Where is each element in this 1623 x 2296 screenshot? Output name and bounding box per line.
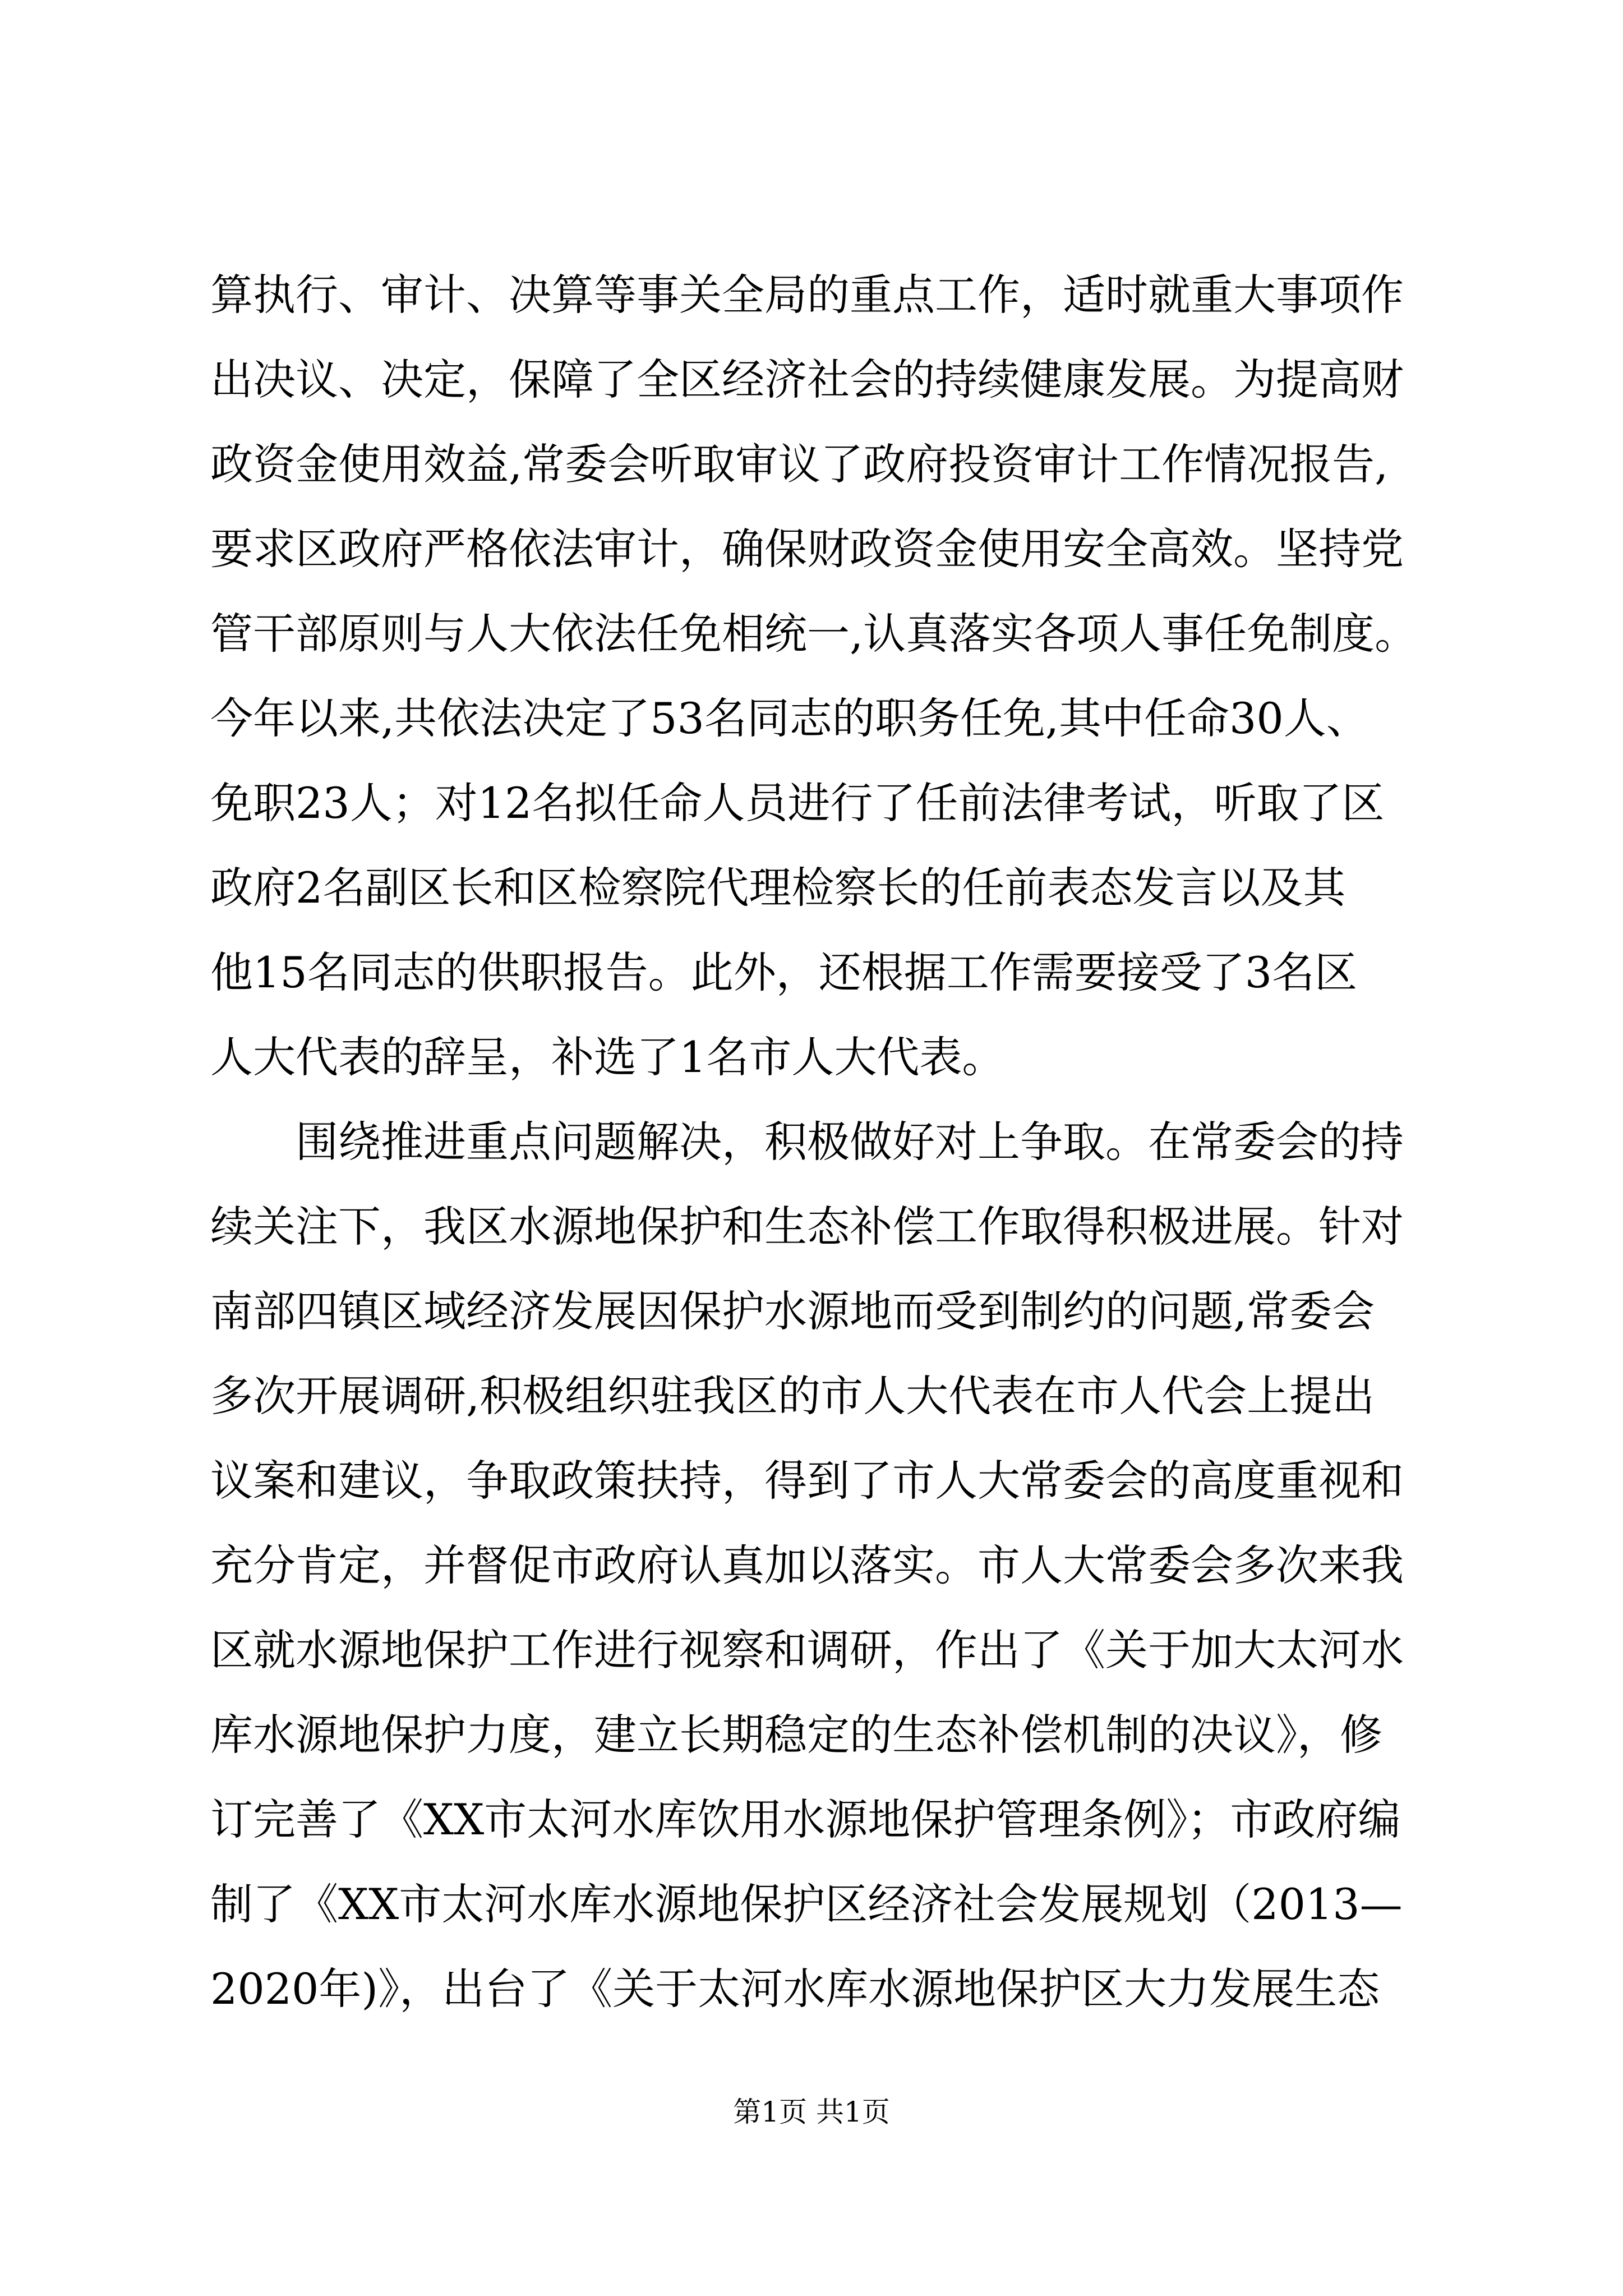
paragraph-start-line: 围绕推进重点问题解决，积极做好对上争取。在常委会的持 xyxy=(296,1117,1404,1167)
text-line: 免职23人；对12名拟任命人员进行了任前法律考试，听取了区 xyxy=(210,778,1385,828)
page-footer: 第1页 共1页 xyxy=(733,2096,890,2128)
text-line: 库水源地保护力度，建立长期稳定的生态补偿机制的决议》，修 xyxy=(210,1710,1382,1760)
text-line: 他15名同志的供职报告。此外，还根据工作需要接受了3名区 xyxy=(210,947,1358,997)
text-line: 多次开展调研,积极组织驻我区的市人大代表在市人代会上提出 xyxy=(210,1371,1375,1421)
text-line: 政资金使用效益,常委会听取审议了政府投资审计工作情况报告, xyxy=(210,439,1389,489)
text-line: 议案和建议，争取政策扶持，得到了市人大常委会的高度重视和 xyxy=(210,1456,1404,1506)
text-line: 人大代表的辞呈，补选了1名市人大代表。 xyxy=(210,1032,1005,1082)
body-text xyxy=(210,252,1455,2031)
text-line: 续关注下，我区水源地保护和生态补偿工作取得积极进展。针对 xyxy=(210,1202,1404,1251)
text-line: 2020年)》，出台了《关于太河水库水源地保护区大力发展生态 xyxy=(210,1964,1380,2014)
text-line: 区就水源地保护工作进行视察和调研，作出了《关于加大太河水 xyxy=(210,1625,1404,1675)
text-line: 算执行、审计、决算等事关全局的重点工作，适时就重大事项作 xyxy=(210,270,1404,320)
text-line: 制了《XX市太河水库水源地保护区经济社会发展规划（2013— xyxy=(210,1879,1403,1929)
text-line: 出决议、决定，保障了全区经济社会的持续健康发展。为提高财 xyxy=(210,355,1404,404)
text-line: 管干部原则与人大依法任免相统一,认真落实各项人事任免制度。 xyxy=(210,609,1418,659)
text-line: 南部四镇区域经济发展因保护水源地而受到制约的问题,常委会 xyxy=(210,1286,1375,1336)
text-line: 订完善了《XX市太河水库饮用水源地保护管理条例》；市政府编 xyxy=(210,1795,1401,1844)
text-line: 要求区政府严格依法审计，确保财政资金使用安全高效。坚持党 xyxy=(210,524,1404,574)
text-line: 政府2名副区长和区检察院代理检察长的任前表态发言以及其 xyxy=(210,863,1346,913)
text-line: 今年以来,共依法决定了53名同志的职务任免,其中任命30人、 xyxy=(210,693,1369,743)
text-line: 充分肯定，并督促市政府认真加以落实。市人大常委会多次来我 xyxy=(210,1540,1404,1590)
